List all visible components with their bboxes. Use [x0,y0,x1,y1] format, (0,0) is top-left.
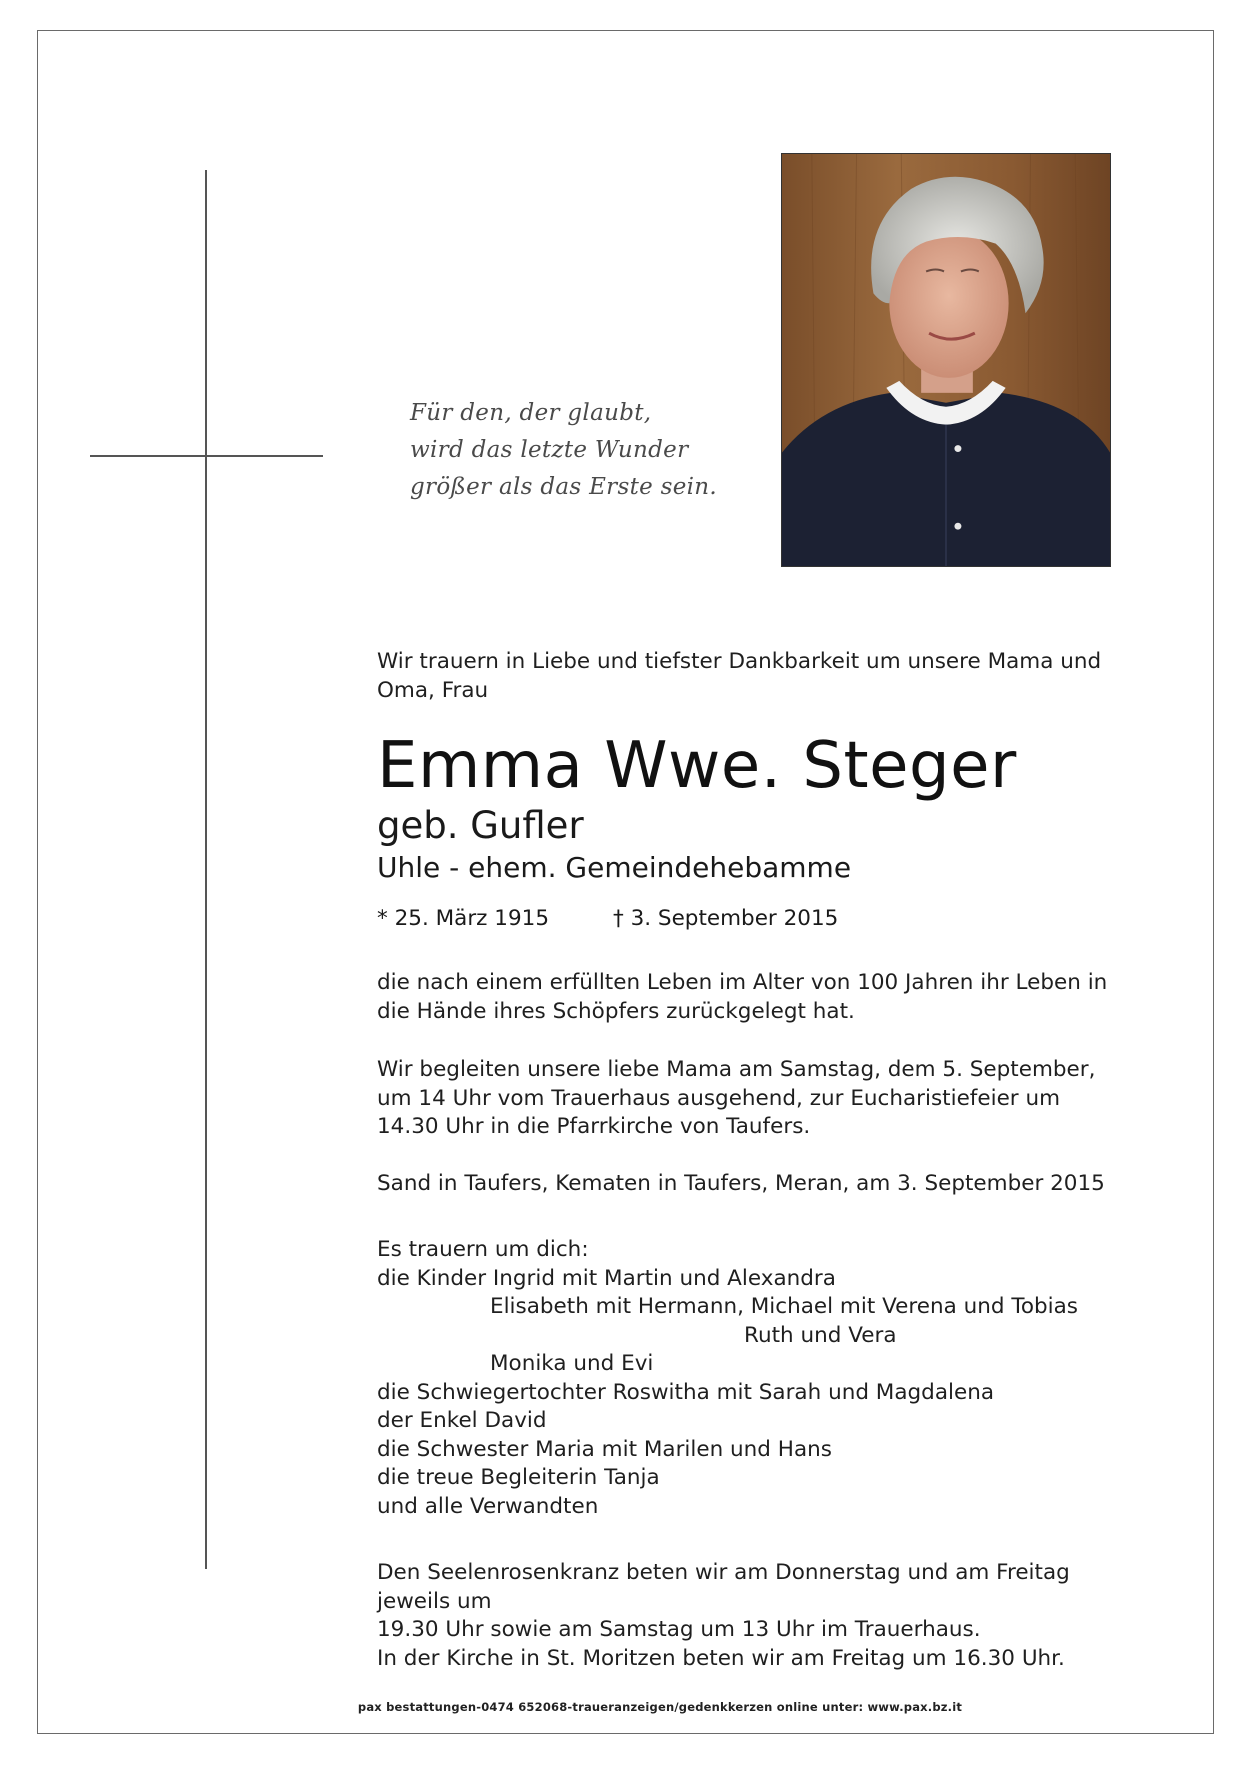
verse-line: größer als das Erste sein. [410,474,718,500]
mourner-line: die treue Begleiterin Tanja [377,1465,660,1490]
mourner-line: Es trauern um dich: [377,1237,589,1262]
birth-name: geb. Gufler [377,804,584,847]
verse-line: wird das letzte Wunder [410,437,689,463]
mourner-line: und alle Verwandten [377,1493,599,1519]
mourner-line: der Enkel David [377,1408,547,1433]
funeral-paragraph: Wir begleiten unsere liebe Mama am Samstag, dem 5. September, um 14 Uhr vom Trauerhaus ausgehend, zur Eucharistiefeier um 14.30 Uhr in die Pfarrkirche von Taufers. [377,1057,1096,1139]
footer-imprint [0,1700,1250,1714]
place-date: Sand in Taufers, Kematen in Taufers, Meran, am 3. September 2015 [377,1170,1105,1196]
mourners-list [377,1236,1117,1521]
portrait-photo [781,153,1111,567]
life-paragraph: die nach einem erfüllten Leben im Alter von 100 Jahren ihr Leben in die Hände ihres Schöpfers zurückgelegt hat. [377,970,1108,1024]
rosary-line: 19.30 Uhr sowie am Samstag um 13 Uhr im Trauerhaus. [377,1617,981,1642]
death-date: † 3. September 2015 [613,906,839,931]
rosary-line: In der Kirche in St. Moritzen beten wir am Freitag um 16.30 Uhr. [377,1645,1065,1671]
memorial-verse [410,395,730,506]
intro-text: Wir trauern in Liebe und tiefster Dankbarkeit um unsere Mama und Oma, Frau [377,649,1102,703]
footer-text: pax bestattungen-0474 652068-traueranzeigen/gedenkkerzen online unter: www.pax.bz.it [357,1700,963,1714]
mourner-line: Monika und Evi [490,1351,654,1376]
verse-line: Für den, der glaubt, [410,400,652,426]
mourner-line: Elisabeth mit Hermann, Michael mit Verena und Tobias [490,1294,1078,1319]
deceased-name: Emma Wwe. Steger [377,729,1017,803]
mourner-line: die Schwiegertochter Roswitha mit Sarah und Magdalena [377,1379,995,1405]
obituary-content [377,648,1117,1673]
deceased-role: Uhle - ehem. Gemeindehebamme [377,851,852,884]
rosary-notice [377,1559,1117,1673]
mourner-line: die Schwester Maria mit Marilen und Hans [377,1436,832,1462]
mourner-line: Ruth und Vera [744,1322,897,1348]
life-dates [377,905,1117,933]
cross-vertical-line [205,170,207,1569]
rosary-line: Den Seelenrosenkranz beten wir am Donnerstag und am Freitag jeweils um [377,1560,1070,1614]
cross-horizontal-line [90,455,323,457]
birth-date: * 25. März 1915 [377,906,550,931]
mourner-line: die Kinder Ingrid mit Martin und Alexandra [377,1265,836,1291]
